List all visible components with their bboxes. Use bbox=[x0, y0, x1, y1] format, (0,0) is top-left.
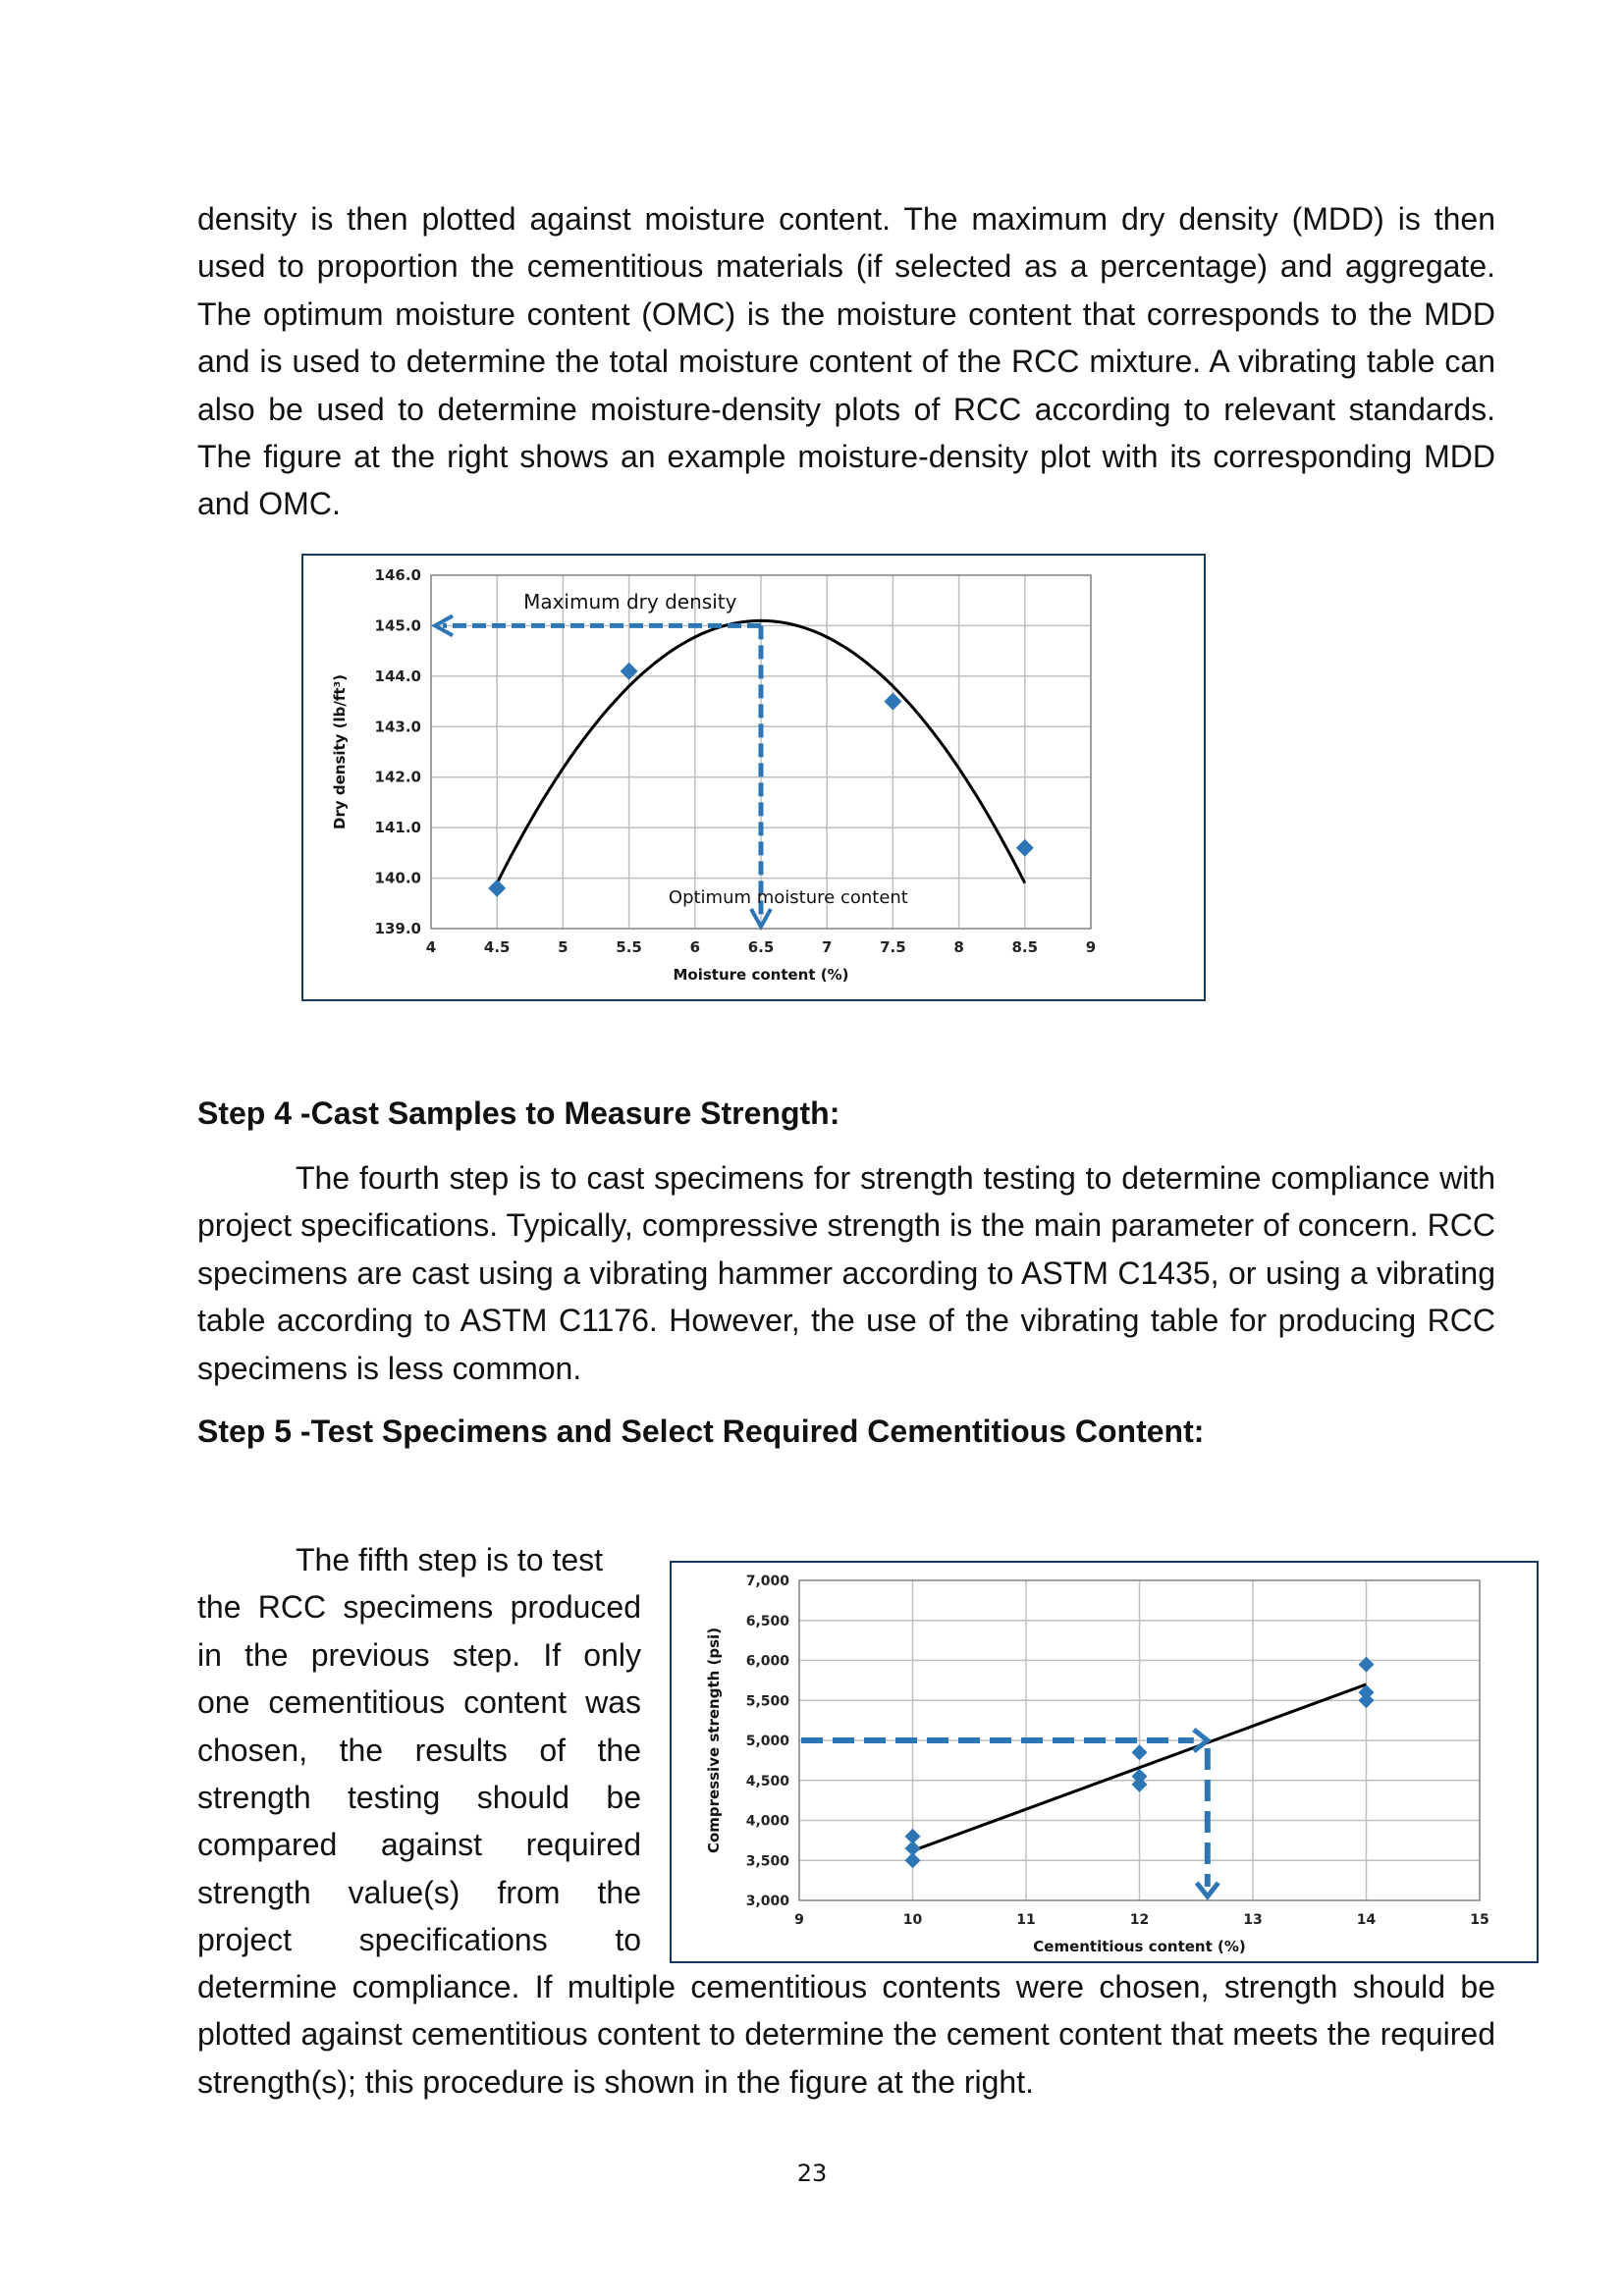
x-axis-title: Moisture content (%) bbox=[673, 966, 849, 984]
moisture-density-figure bbox=[301, 554, 1206, 1001]
x-tick-label: 4.5 bbox=[483, 938, 511, 956]
y-tick-label: 141.0 bbox=[374, 819, 421, 837]
data-point bbox=[884, 693, 901, 711]
data-point bbox=[1359, 1657, 1375, 1673]
x-tick-label: 11 bbox=[1016, 1912, 1036, 1928]
x-tick-label: 5.5 bbox=[616, 938, 642, 956]
strength-cement-chart bbox=[672, 1563, 1537, 1961]
page-number: 23 bbox=[796, 2160, 828, 2187]
step5-line: strength value(s) from the bbox=[197, 1874, 641, 1910]
y-tick-label: 146.0 bbox=[374, 566, 421, 584]
step5-wrap-text bbox=[197, 1536, 641, 1964]
data-point bbox=[1132, 1744, 1148, 1760]
data-point bbox=[1359, 1692, 1375, 1708]
y-tick-label: 7,000 bbox=[745, 1574, 789, 1589]
step5-line: project specifications to bbox=[197, 1922, 641, 1958]
step5-line: chosen, the results of the bbox=[197, 1732, 641, 1768]
step5-line: compared against required bbox=[197, 1827, 641, 1863]
step5-line: strength testing should be bbox=[197, 1780, 641, 1816]
y-tick-label: 5,500 bbox=[745, 1693, 789, 1710]
y-tick-label: 4,500 bbox=[745, 1773, 789, 1789]
x-tick-label: 15 bbox=[1470, 1912, 1489, 1928]
y-axis-title: Compressive strength (psi) bbox=[705, 1627, 723, 1854]
mdd-annotation-label: Maximum dry density bbox=[523, 590, 737, 614]
y-tick-label: 140.0 bbox=[374, 869, 421, 887]
step5-body-rest: determine compliance. If multiple cementitious contents were chosen, strength should be plotted against cementitious content to determine the cement content that meets the required strength(s); this procedure is shown in the figure at the right. bbox=[197, 1969, 1495, 2100]
y-axis-title: Dry density (lb/ft³) bbox=[331, 673, 349, 830]
step5-line: the RCC specimens produced bbox=[197, 1589, 641, 1626]
x-tick-label: 12 bbox=[1129, 1912, 1150, 1928]
step4-heading: Step 4 -Cast Samples to Measure Strength: bbox=[197, 1095, 840, 1131]
data-point bbox=[621, 663, 638, 680]
step5-heading: Step 5 -Test Specimens and Select Required Cementitious Content: bbox=[197, 1414, 1205, 1449]
omc-annotation-label: Optimum moisture content bbox=[668, 887, 908, 909]
y-tick-label: 145.0 bbox=[374, 616, 421, 635]
y-tick-label: 3,000 bbox=[745, 1894, 789, 1909]
strength-cement-figure bbox=[670, 1561, 1539, 1963]
intro-paragraph: density is then plotted against moisture content. The maximum dry density (MDD) is then used to proportion the cementitious materials (if selected as a percentage) and aggregate. The optimum moisture content (OMC) is the moisture content that corresponds to the MDD and is used to determine the total moisture content of the RCC mixture. A vibrating table can also be used to determine moisture-density plots of RCC according to relevant standards. The figure at the right shows an example moisture-density plot with its corresponding MDD and OMC. bbox=[197, 201, 1495, 522]
x-tick-label: 13 bbox=[1243, 1912, 1263, 1928]
x-tick-label: 9 bbox=[1085, 938, 1097, 956]
data-point bbox=[905, 1852, 921, 1868]
x-tick-label: 4 bbox=[425, 938, 437, 956]
x-axis-title: Cementitious content (%) bbox=[1033, 1938, 1246, 1955]
y-tick-label: 142.0 bbox=[374, 768, 421, 786]
y-tick-label: 6,000 bbox=[745, 1653, 789, 1670]
step5-line: The fifth step is to test bbox=[296, 1542, 604, 1577]
x-tick-label: 10 bbox=[902, 1912, 923, 1928]
y-tick-label: 4,000 bbox=[745, 1813, 789, 1830]
x-tick-label: 9 bbox=[794, 1912, 804, 1928]
y-tick-label: 143.0 bbox=[374, 718, 421, 736]
data-point bbox=[1132, 1777, 1148, 1792]
step5-line: in the previous step. If only bbox=[197, 1636, 641, 1673]
step4-body: The fourth step is to cast specimens for strength testing to determine compliance with project specifications. Typically, compressive strength is the main parameter of concern. RCC specimens are cast using a vibrating hammer according to ASTM C1435, or using a vibrating table according to ASTM C1176. However, the use of the vibrating table for producing RCC specimens is less common. bbox=[197, 1160, 1495, 1386]
data-point bbox=[488, 880, 506, 897]
x-tick-label: 6.5 bbox=[747, 938, 775, 956]
y-tick-label: 5,000 bbox=[745, 1734, 789, 1749]
data-point bbox=[1016, 839, 1034, 857]
y-tick-label: 3,500 bbox=[745, 1853, 789, 1870]
step5-line: one cementitious content was bbox=[197, 1684, 641, 1721]
moisture-density-chart bbox=[303, 556, 1204, 999]
x-tick-label: 8 bbox=[953, 938, 964, 956]
x-tick-label: 7.5 bbox=[880, 938, 906, 956]
y-tick-label: 6,500 bbox=[745, 1613, 789, 1629]
y-tick-label: 139.0 bbox=[374, 920, 421, 937]
x-tick-label: 7 bbox=[821, 938, 833, 956]
x-tick-label: 8.5 bbox=[1011, 938, 1039, 956]
x-tick-label: 5 bbox=[558, 938, 568, 956]
x-tick-label: 14 bbox=[1356, 1912, 1377, 1928]
x-tick-label: 6 bbox=[689, 938, 701, 956]
y-tick-label: 144.0 bbox=[374, 667, 421, 685]
